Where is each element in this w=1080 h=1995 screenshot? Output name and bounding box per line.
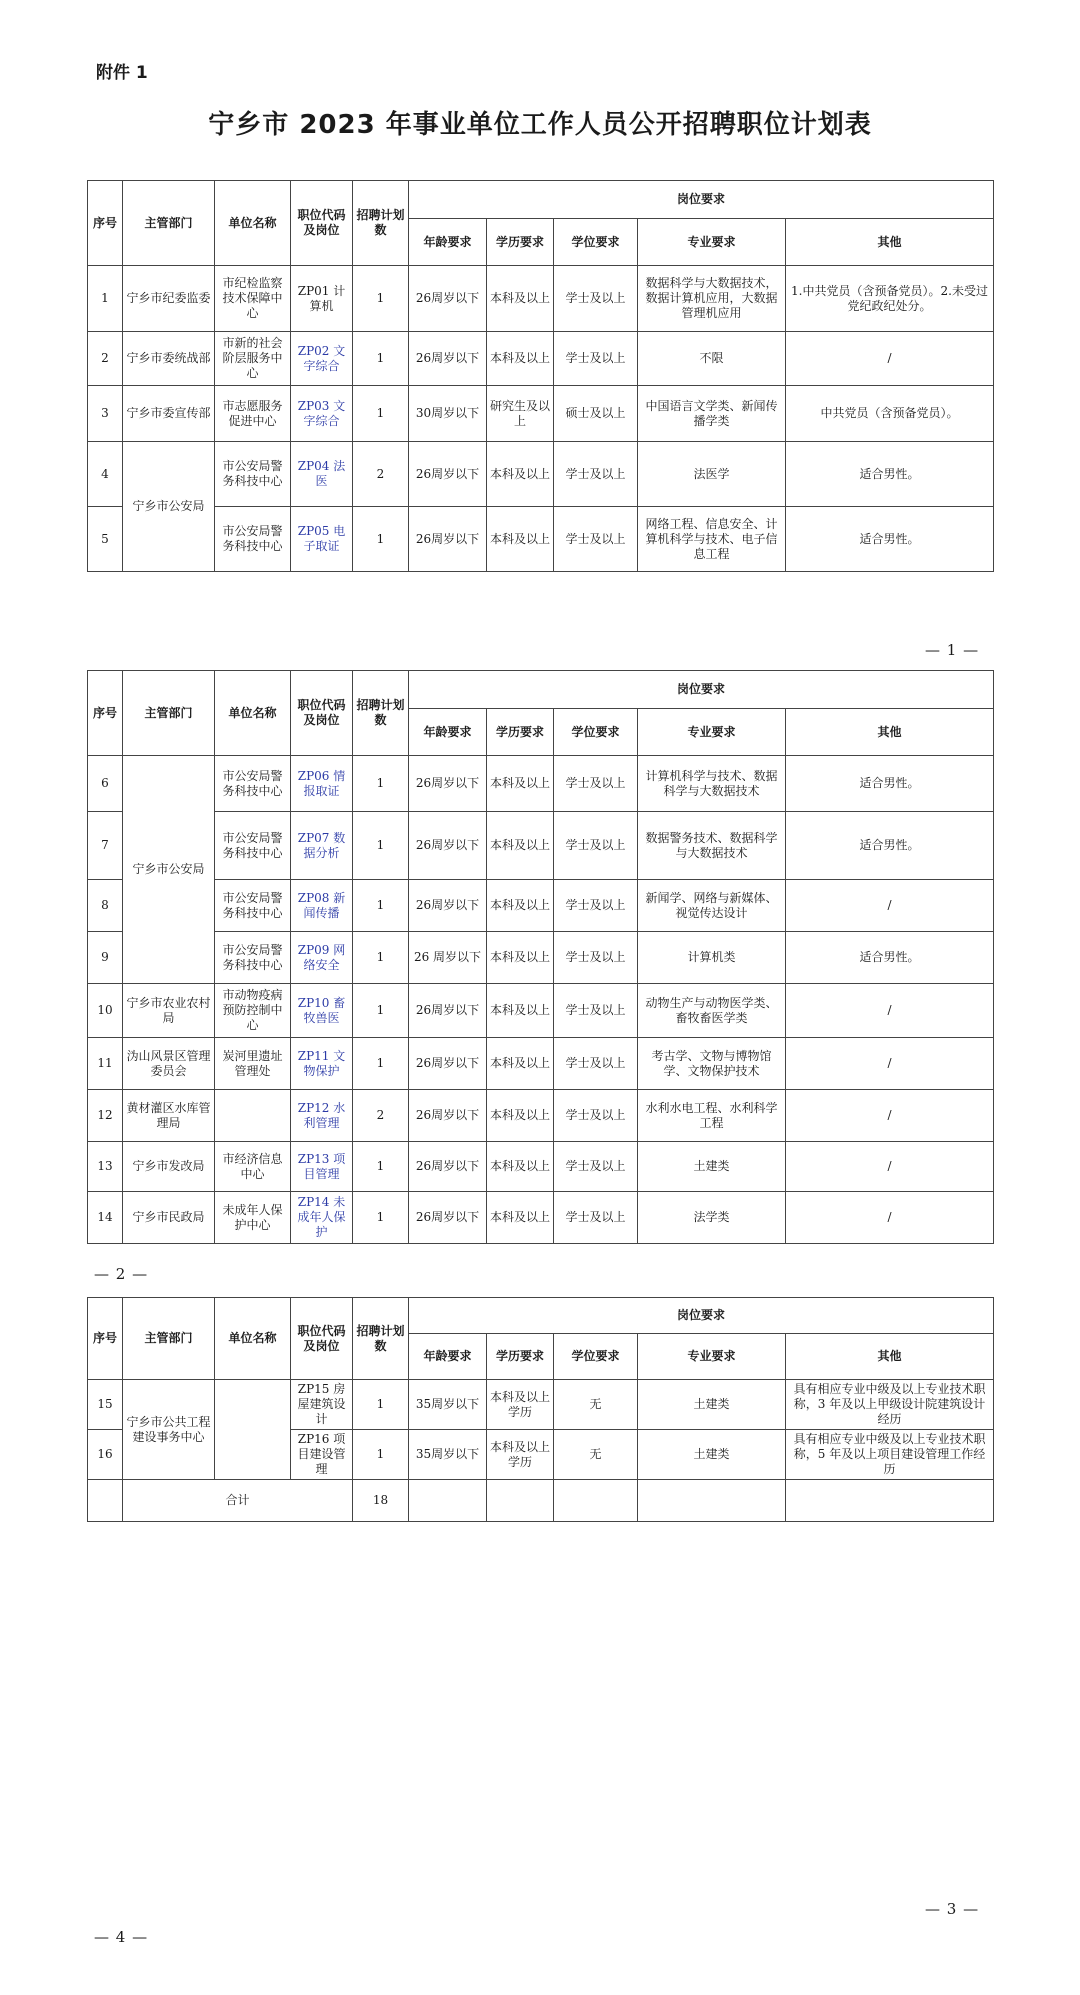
table-cell: 26周岁以下 [409, 1038, 487, 1090]
table-cell: 本科及以上 [487, 984, 554, 1038]
table-cell: 学士及以上 [554, 1192, 638, 1244]
table-cell: 宁乡市公共工程建设事务中心 [123, 1380, 215, 1480]
table-cell: ZP02 文字综合 [291, 332, 353, 386]
table-cell: 适合男性。 [786, 442, 994, 507]
table-cell [215, 1380, 291, 1480]
table-cell: 具有相应专业中级及以上专业技术职称，3 年及以上甲级设计院建筑设计经历 [786, 1380, 994, 1430]
table-cell: 4 [88, 442, 123, 507]
table-cell: 1 [353, 756, 409, 812]
table-cell: ZP10 畜牧兽医 [291, 984, 353, 1038]
table-row [88, 386, 994, 442]
table-row [88, 1038, 994, 1090]
table-cell: 宁乡市发改局 [123, 1142, 215, 1192]
table-cell: ZP13 项目管理 [291, 1142, 353, 1192]
table-cell: 2 [353, 442, 409, 507]
table-cell: 土建类 [638, 1430, 786, 1480]
table-cell: 26周岁以下 [409, 756, 487, 812]
table-cell: 黄材灌区水库管理局 [123, 1090, 215, 1142]
table-cell: 14 [88, 1192, 123, 1244]
table-cell: 不限 [638, 332, 786, 386]
table-cell: 适合男性。 [786, 812, 994, 880]
table-row [88, 880, 994, 932]
table-cell: 2 [353, 1090, 409, 1142]
table-cell: 数据警务技术、数据科学与大数据技术 [638, 812, 786, 880]
table-row [88, 932, 994, 984]
table-cell: 9 [88, 932, 123, 984]
table-cell: 学位要求 [554, 1334, 638, 1380]
header-degree: 学位要求 [554, 219, 638, 266]
recruitment-table-part1 [87, 180, 994, 572]
table-cell: 市纪检监察技术保障中心 [215, 266, 291, 332]
table-cell: 12 [88, 1090, 123, 1142]
table-cell: 1 [353, 332, 409, 386]
table-cell: 16 [88, 1430, 123, 1480]
recruitment-table-part2 [87, 670, 994, 1244]
table-cell: 硕士及以上 [554, 386, 638, 442]
table-cell: 本科及以上 [487, 812, 554, 880]
table-cell [786, 1480, 994, 1522]
table-cell: 学士及以上 [554, 756, 638, 812]
table-cell: 年龄要求 [409, 709, 487, 756]
table-cell: 1 [353, 880, 409, 932]
table-cell: 1 [88, 266, 123, 332]
header-age: 年龄要求 [409, 219, 487, 266]
table-cell: 8 [88, 880, 123, 932]
table-cell: 1 [353, 1192, 409, 1244]
table-cell: 宁乡市委统战部 [123, 332, 215, 386]
table-row [88, 1192, 994, 1244]
page-number: — 2 — [94, 1265, 149, 1283]
table-cell: 宁乡市委宣传部 [123, 386, 215, 442]
attachment-label: 附件 1 [96, 63, 148, 83]
table-cell: 单位名称 [215, 671, 291, 756]
table-cell: ZP06 情报取证 [291, 756, 353, 812]
table-cell: 学历要求 [487, 709, 554, 756]
table-cell: ZP04 法医 [291, 442, 353, 507]
table-cell: 26周岁以下 [409, 266, 487, 332]
table-cell: 本科及以上 [487, 442, 554, 507]
table-cell: 30周岁以下 [409, 386, 487, 442]
table-row [88, 1090, 994, 1142]
table-cell: 10 [88, 984, 123, 1038]
table-cell: 无 [554, 1430, 638, 1480]
table-cell: 1 [353, 1430, 409, 1480]
total-label: 合计 [123, 1480, 353, 1522]
table-cell: 本科及以上 [487, 1038, 554, 1090]
table-cell: 26周岁以下 [409, 984, 487, 1038]
table-cell [409, 1480, 487, 1522]
table-cell: 市公安局警务科技中心 [215, 442, 291, 507]
table-cell: 26周岁以下 [409, 1090, 487, 1142]
table-cell: / [786, 880, 994, 932]
table-cell: / [786, 1090, 994, 1142]
page-number: — 3 — [925, 1900, 980, 1918]
table-cell: 主管部门 [123, 671, 215, 756]
table-cell: ZP08 新闻传播 [291, 880, 353, 932]
table-cell: 市公安局警务科技中心 [215, 812, 291, 880]
table-cell: 1.中共党员（含预备党员）。2.未受过党纪政纪处分。 [786, 266, 994, 332]
table-cell: 35周岁以下 [409, 1380, 487, 1430]
table-cell: 土建类 [638, 1142, 786, 1192]
table-cell: 学士及以上 [554, 507, 638, 572]
table-cell: ZP09 网络安全 [291, 932, 353, 984]
table-cell: ZP11 文物保护 [291, 1038, 353, 1090]
table-cell: 1 [353, 984, 409, 1038]
table-cell: 未成年人保护中心 [215, 1192, 291, 1244]
header-requirements: 岗位要求 [409, 181, 994, 219]
table-cell: 26周岁以下 [409, 1142, 487, 1192]
table-cell [487, 1480, 554, 1522]
header-seq: 序号 [88, 181, 123, 266]
table-cell: 法医学 [638, 442, 786, 507]
table-cell: 本科及以上 [487, 1090, 554, 1142]
table-cell: 其他 [786, 1334, 994, 1380]
table-cell: 2 [88, 332, 123, 386]
table-cell: 主管部门 [123, 1298, 215, 1380]
table-cell: 研究生及以上 [487, 386, 554, 442]
table-cell: 本科及以上 [487, 756, 554, 812]
table-cell: 26周岁以下 [409, 1192, 487, 1244]
table-cell: 炭河里遗址管理处 [215, 1038, 291, 1090]
table-row [88, 1380, 994, 1430]
table-cell: 学士及以上 [554, 1090, 638, 1142]
table-cell: 26周岁以下 [409, 332, 487, 386]
table-cell: 土建类 [638, 1380, 786, 1430]
table-cell: 6 [88, 756, 123, 812]
table-cell: 招聘计划数 [353, 671, 409, 756]
table-cell: 年龄要求 [409, 1334, 487, 1380]
table-cell: 1 [353, 266, 409, 332]
table-cell: ZP16 项目建设管理 [291, 1430, 353, 1480]
header-dept: 主管部门 [123, 181, 215, 266]
table-cell: 数据科学与大数据技术，数据计算机应用，大数据管理机应用 [638, 266, 786, 332]
page-number: — 4 — [94, 1928, 149, 1946]
table-cell: 26周岁以下 [409, 507, 487, 572]
table-cell: 宁乡市纪委监委 [123, 266, 215, 332]
table-cell: ZP14 未成年人保护 [291, 1192, 353, 1244]
table-cell: / [786, 1038, 994, 1090]
table-cell: 中国语言文学类、新闻传播学类 [638, 386, 786, 442]
table-cell: 中共党员（含预备党员）。 [786, 386, 994, 442]
table-cell: 本科及以上 [487, 1142, 554, 1192]
table-cell: 序号 [88, 671, 123, 756]
table-cell: 本科及以上学历 [487, 1430, 554, 1480]
table-cell: 学士及以上 [554, 442, 638, 507]
table-cell: 1 [353, 1142, 409, 1192]
table-row [88, 332, 994, 386]
header-edu: 学历要求 [487, 219, 554, 266]
header-major: 专业要求 [638, 219, 786, 266]
page-number: — 1 — [925, 641, 980, 659]
table-cell: 计算机类 [638, 932, 786, 984]
table-cell: 学士及以上 [554, 812, 638, 880]
table-cell: 学士及以上 [554, 1038, 638, 1090]
table-cell: ZP05 电子取证 [291, 507, 353, 572]
table-row [88, 756, 994, 812]
table-cell: 水利水电工程、水利科学工程 [638, 1090, 786, 1142]
table-cell: 市公安局警务科技中心 [215, 507, 291, 572]
table-cell: 宁乡市农业农村局 [123, 984, 215, 1038]
table-cell: 新闻学、网络与新媒体、视觉传达设计 [638, 880, 786, 932]
table-cell: 法学类 [638, 1192, 786, 1244]
table-cell: 职位代码及岗位 [291, 1298, 353, 1380]
table-cell: 适合男性。 [786, 756, 994, 812]
table-row [88, 984, 994, 1038]
table-cell: 学士及以上 [554, 984, 638, 1038]
table-cell: 市志愿服务促进中心 [215, 386, 291, 442]
table-cell: 岗位要求 [409, 671, 994, 709]
table-row [88, 812, 994, 880]
recruitment-table-part3 [87, 1297, 994, 1522]
table-cell: 本科及以上 [487, 880, 554, 932]
table-cell: 沩山风景区管理委员会 [123, 1038, 215, 1090]
table-cell: 市新的社会阶层服务中心 [215, 332, 291, 386]
table-cell: ZP12 水利管理 [291, 1090, 353, 1142]
table-cell: 本科及以上 [487, 266, 554, 332]
table-cell: / [786, 1192, 994, 1244]
table-cell: 职位代码及岗位 [291, 671, 353, 756]
table-cell: 计算机科学与技术、数据科学与大数据技术 [638, 756, 786, 812]
table-cell: 网络工程、信息安全、计算机科学与技术、电子信息工程 [638, 507, 786, 572]
table-cell: 学士及以上 [554, 1142, 638, 1192]
table-cell: 序号 [88, 1298, 123, 1380]
table-cell: 26周岁以下 [409, 880, 487, 932]
table-cell: 学历要求 [487, 1334, 554, 1380]
table-cell: ZP03 文字综合 [291, 386, 353, 442]
table-cell: 1 [353, 386, 409, 442]
table-cell: 11 [88, 1038, 123, 1090]
table-cell: 市经济信息中心 [215, 1142, 291, 1192]
table-cell: 岗位要求 [409, 1298, 994, 1334]
table-cell: 市动物疫病预防控制中心 [215, 984, 291, 1038]
table-cell: 1 [353, 932, 409, 984]
table-cell: 学士及以上 [554, 880, 638, 932]
table-cell: 学士及以上 [554, 266, 638, 332]
table-cell [638, 1480, 786, 1522]
table-cell: 招聘计划数 [353, 1298, 409, 1380]
table-cell: 1 [353, 812, 409, 880]
header-count: 招聘计划数 [353, 181, 409, 266]
table-cell: 动物生产与动物医学类、畜牧畜医学类 [638, 984, 786, 1038]
table-cell: 无 [554, 1380, 638, 1430]
table-cell: ZP07 数据分析 [291, 812, 353, 880]
table-cell: 学士及以上 [554, 332, 638, 386]
table-row [88, 507, 994, 572]
table-cell: 适合男性。 [786, 932, 994, 984]
table-cell: 宁乡市公安局 [123, 756, 215, 984]
table-cell [88, 1480, 123, 1522]
table-cell: 本科及以上 [487, 507, 554, 572]
table-cell: 本科及以上 [487, 932, 554, 984]
table-cell: 1 [353, 1038, 409, 1090]
table-cell: 市公安局警务科技中心 [215, 880, 291, 932]
table-cell: 3 [88, 386, 123, 442]
table-row [88, 442, 994, 507]
table-cell: 适合男性。 [786, 507, 994, 572]
table-cell: 1 [353, 507, 409, 572]
table-cell: 学位要求 [554, 709, 638, 756]
header-unit: 单位名称 [215, 181, 291, 266]
table-cell: 宁乡市民政局 [123, 1192, 215, 1244]
table-cell: 其他 [786, 709, 994, 756]
table-cell: 26周岁以下 [409, 442, 487, 507]
table-cell: / [786, 984, 994, 1038]
table-cell: 26 周岁以下 [409, 932, 487, 984]
table-cell: / [786, 332, 994, 386]
table-cell [215, 1090, 291, 1142]
table-cell: ZP01 计算机 [291, 266, 353, 332]
table-cell: 7 [88, 812, 123, 880]
table-cell: 专业要求 [638, 709, 786, 756]
table-cell: 学士及以上 [554, 932, 638, 984]
table-cell: 具有相应专业中级及以上专业技术职称，5 年及以上项目建设管理工作经历 [786, 1430, 994, 1480]
table-cell: ZP15 房屋建筑设计 [291, 1380, 353, 1430]
table-cell: 35周岁以下 [409, 1430, 487, 1480]
table-cell: 本科及以上 [487, 332, 554, 386]
header-post: 职位代码及岗位 [291, 181, 353, 266]
table-cell: 考古学、文物与博物馆学、文物保护技术 [638, 1038, 786, 1090]
table-cell: 5 [88, 507, 123, 572]
table-cell: 市公安局警务科技中心 [215, 932, 291, 984]
table-cell: 单位名称 [215, 1298, 291, 1380]
table-cell: 市公安局警务科技中心 [215, 756, 291, 812]
table-cell: 26周岁以下 [409, 812, 487, 880]
table-row [88, 1142, 994, 1192]
header-other: 其他 [786, 219, 994, 266]
table-cell: 宁乡市公安局 [123, 442, 215, 572]
table-cell [554, 1480, 638, 1522]
table-row [88, 266, 994, 332]
table-cell: 本科及以上 [487, 1192, 554, 1244]
document-title: 宁乡市 2023 年事业单位工作人员公开招聘职位计划表 [208, 110, 872, 140]
table-cell: 1 [353, 1380, 409, 1430]
total-row [88, 1480, 994, 1522]
table-cell: 15 [88, 1380, 123, 1430]
table-cell: 13 [88, 1142, 123, 1192]
total-count: 18 [353, 1480, 409, 1522]
table-cell: 专业要求 [638, 1334, 786, 1380]
table-cell: 本科及以上学历 [487, 1380, 554, 1430]
table-cell: / [786, 1142, 994, 1192]
